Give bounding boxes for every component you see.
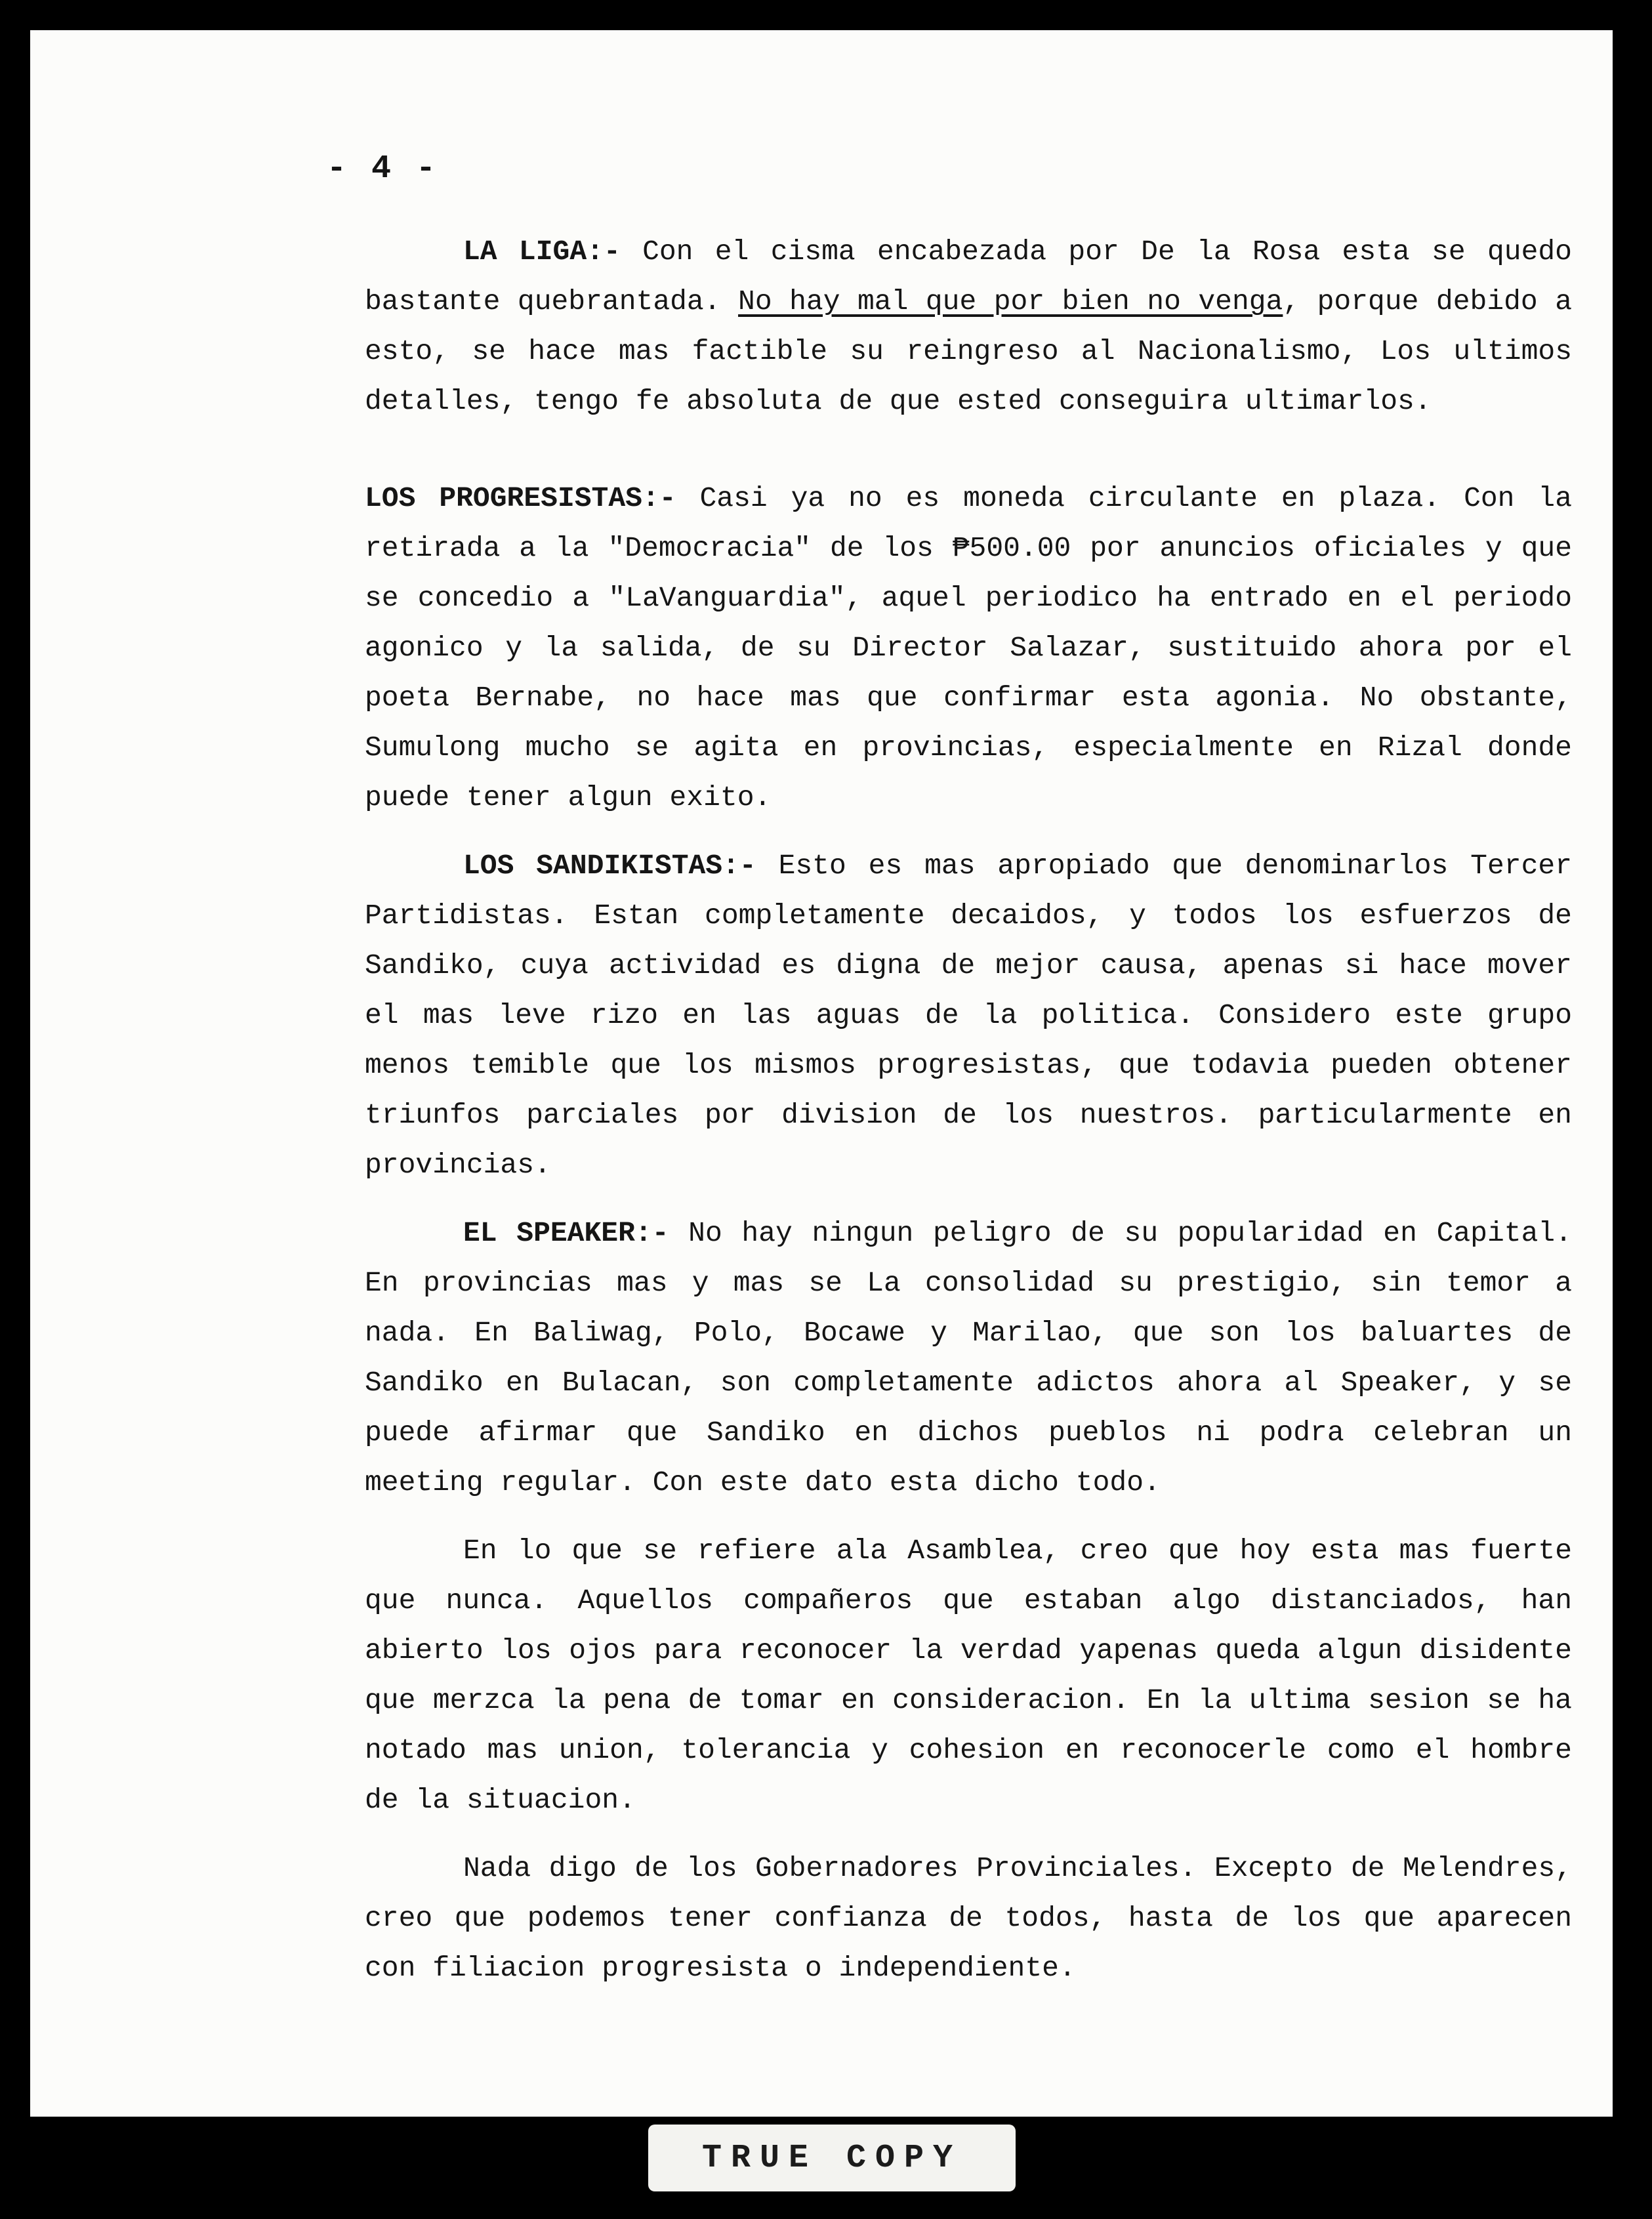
letter-body — [365, 227, 1572, 1993]
section-heading-progresistas: LOS PROGRESISTAS:- — [365, 482, 676, 514]
paragraph-text: En lo que se refiere ala Asamblea, creo que hoy esta mas fuerte que nunca. Aquellos compañeros que estaban algo distanciados, han abierto los ojos para reconocer la verdad yapenas queda algun disidente que merzca la pena de tomar en consideracion. En la ultima sesion se ha notado mas union, tolerancia y cohesion en reconocerle como el hombre de la situacion. — [365, 1535, 1572, 1816]
paragraph-speaker — [365, 1209, 1572, 1508]
paragraph-progresistas — [365, 474, 1572, 823]
paragraph-sandikistas — [365, 841, 1572, 1190]
section-heading-la-liga: LA LIGA:- — [463, 236, 621, 268]
document-sheet — [30, 30, 1613, 2117]
paragraph-text: , porque debido a esto, se hace mas factible su reingreso al Nacionalismo, Los ultimos detalles, tengo fe absoluta de que ested conseguira ultimarlos. — [365, 285, 1573, 417]
true-copy-stamp: TRUE COPY — [648, 2125, 1016, 2191]
paragraph-asamblea — [365, 1526, 1572, 1825]
paragraph-text: Casi ya no es moneda circulante en plaza. Con la retirada a la "Democracia" de los ₱500.00 por anuncios oficiales y que se concedio a "LaVanguardia", aquel periodico ha entrado en el periodo agonico y la salida, de su Director Salazar, sustituido ahora por el poeta Bernabe, no hace mas que confirmar esta agonia. No obstante, Sumulong mucho se agita en provincias, especialmente en Rizal donde puede tener algun exito. — [365, 482, 1572, 814]
paragraph-gobernadores — [365, 1844, 1572, 1993]
underlined-phrase: No hay mal que por bien no venga — [738, 285, 1283, 318]
page-number: - 4 - — [327, 150, 439, 188]
paragraph-text: No hay ningun peligro de su popularidad en Capital. En provincias mas y mas se La consolidad su prestigio, sin temor a nada. En Baliwag, Polo, Bocawe y Marilao, que son los baluartes de Sandiko en Bulacan, son completamente adictos ahora al Speaker, y se puede afirmar que Sandiko en dichos pueblos ni podra celebran un meeting regular. Con este dato esta dicho todo. — [365, 1217, 1572, 1499]
paragraph-text: Esto es mas apropiado que denominarlos Tercer Partidistas. Estan completamente decaidos, y todos los esfuerzos de Sandiko, cuya actividad es digna de mejor causa, apenas si hace mover el mas leve rizo en las aguas de la politica. Considero este grupo menos temible que los mismos progresistas, que todavia pueden obtener triunfos parciales por division de los nuestros. particularmente en provincias. — [365, 850, 1572, 1181]
section-heading-sandikistas: LOS SANDIKISTAS:- — [463, 850, 756, 882]
paragraph-text: Con el cisma encabezada por De la Rosa esta se quedo bastante quebrantada. — [365, 236, 1572, 318]
paragraph-la-liga — [365, 227, 1572, 426]
paragraph-text: Nada digo de los Gobernadores Provinciales. Excepto de Melendres, creo que podemos tener confianza de todos, hasta de los que aparecen con filiacion progresista o independiente. — [365, 1852, 1572, 1984]
section-heading-speaker: EL SPEAKER:- — [463, 1217, 669, 1249]
